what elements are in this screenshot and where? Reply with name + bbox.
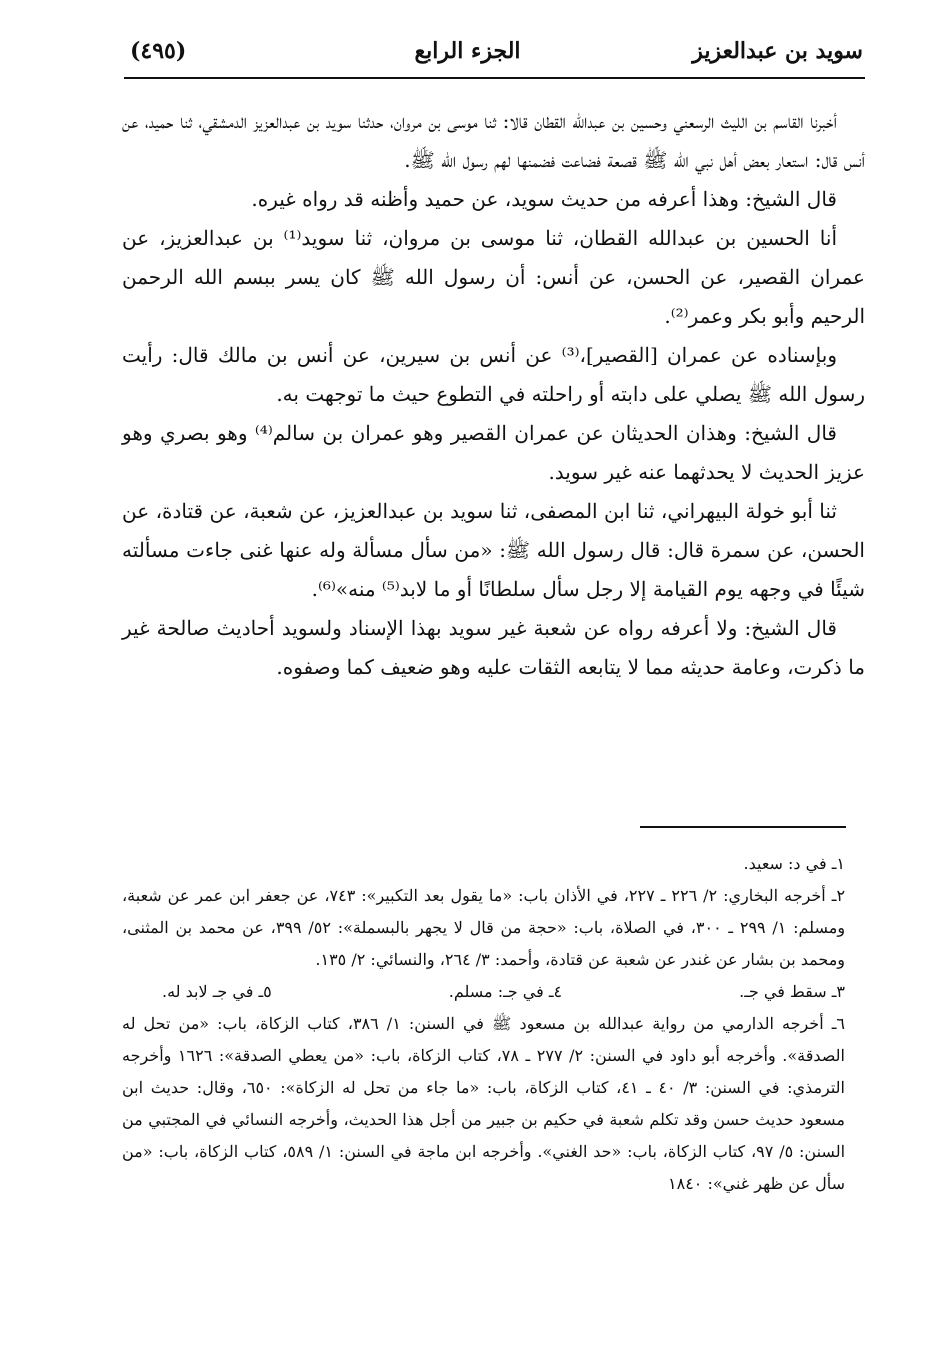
footnote-5: ٥ـ في جـ لابد له. [162, 982, 272, 1001]
paragraph: قال الشيخ: وهذان الحديثان عن عمران القصير وهو عمران بن سالم⁽⁴⁾ وهو بصري وهو عزيز الحديث لا يحدثهما عنه غير سويد. [122, 421, 865, 484]
header-rule [124, 77, 865, 79]
paragraph: قال الشيخ: ولا أعرفه رواه عن شعبة غير سويد بهذا الإسناد ولسويد أحاديث صالحة غير ما ذكرت، وعامة حديثه مما لا يتابعه الثقات عليه وهو ضعيف كما وصفوه. [122, 616, 865, 679]
footnote-6: ٦ـ أخرجه الدارمي من رواية عبدالله بن مسعود ﷺ في السنن: ١/ ٣٨٦، كتاب الزكاة، باب: «من تحل له الصدقة». وأخرجه أبو داود في السنن: ٢/ ٢٧٧ ـ ٧٨، كتاب الزكاة، باب: «من يعطي الصدقة»: ١٦٢٦ وأخرجه الترمذي: في السنن: ٣/ ٤٠ ـ ٤١، كتاب الزكاة، باب: «ما جاء من تحل له الزكاة»: ٦٥٠، وقال: حديث ابن مسعود حديث حسن وقد تكلم شعبة في حكيم بن جبير من أجل هذا الحديث، وأخرجه النسائي في المجتبي من السنن: ٥/ ٩٧، كتاب الزكاة، باب: «حد الغني». وأخرجه ابن ماجة في السنن: ١/ ٥٨٩، كتاب الزكاة، باب: «من سأل عن ظهر غني»: ١٨٤٠ [122, 1014, 846, 1193]
footnote-2: ٢ـ أخرجه البخاري: ٢/ ٢٢٦ ـ ٢٢٧، في الأذان باب: «ما يقول بعد التكبير»: ٧٤٣، عن جعفر ابن عمر عن شعبة، ومسلم: ١/ ٢٩٩ ـ ٣٠٠، في الصلاة، باب: «حجة من قال لا يجهر بالبسملة»: ٥٢/ ٣٩٩، عن محمد بن المثنى، ومحمد بن بشار عن غندر عن شعبة عن قتادة، وأحمد: ٣/ ٢٦٤، والنسائي: ٢/ ١٣٥. [122, 886, 846, 969]
page-number: (٤٩٥) [130, 38, 187, 64]
paragraph: قال الشيخ: وهذا أعرفه من حديث سويد، عن حميد وأظنه قد رواه غيره. [251, 187, 837, 211]
footnote-3: ٣ـ سقط في جـ. [739, 982, 845, 1001]
footnote-1: ١ـ في د: سعيد. [743, 854, 845, 873]
footnote-row [122, 976, 845, 1008]
paragraph: ثنا أبو خولة البيهراني، ثنا ابن المصفى، ثنا سويد بن عبدالعزيز، عن شعبة، عن قتادة، عن الحسن، عن سمرة قال: قال رسول الله ﷺ: «من سأل مسألة وله عنها غنى جاءت مسألته شيئًا في وجهه يوم القيامة إلا رجل سأل سلطانًا أو ما لابد⁽⁵⁾ منه»⁽⁶⁾. [122, 499, 865, 601]
paragraph: أنا الحسين بن عبدالله القطان، ثنا موسى بن مروان، ثنا سويد⁽¹⁾ بن عبدالعزيز، عن عمران القصير، عن الحسن، عن أنس: أن رسول الله ﷺ كان يسر ببسم الله الرحمن الرحيم وأبو بكر وعمر⁽²⁾. [122, 226, 865, 328]
footnote-4: ٤ـ في جـ: مسلم. [448, 982, 563, 1001]
paragraph: أخبرنا القاسم بن الليث الرسعني وحسين بن عبدالله القطان قالا: ثنا موسى بن مروان، حدثنا سويد بن عبدالعزيز الدمشقي، ثنا حميد، عن أنس قال: استعار بعض أهل نبي الله ﷺ قصعة فضاعت فضمنها لهم رسول الله ﷺ. [122, 109, 865, 172]
main-text [122, 102, 865, 687]
footnotes [122, 848, 845, 1200]
running-header-volume: الجزء الرابع [414, 38, 521, 64]
footnote-separator [640, 826, 846, 828]
running-header-name: سويد بن عبدالعزيز [692, 38, 863, 64]
paragraph: وبإسناده عن عمران [القصير]،⁽³⁾ عن أنس بن سيرين، عن أنس بن مالك قال: رأيت رسول الله ﷺ يصلي على دابته أو راحلته في التطوع حيث ما توجهت به. [122, 343, 865, 406]
